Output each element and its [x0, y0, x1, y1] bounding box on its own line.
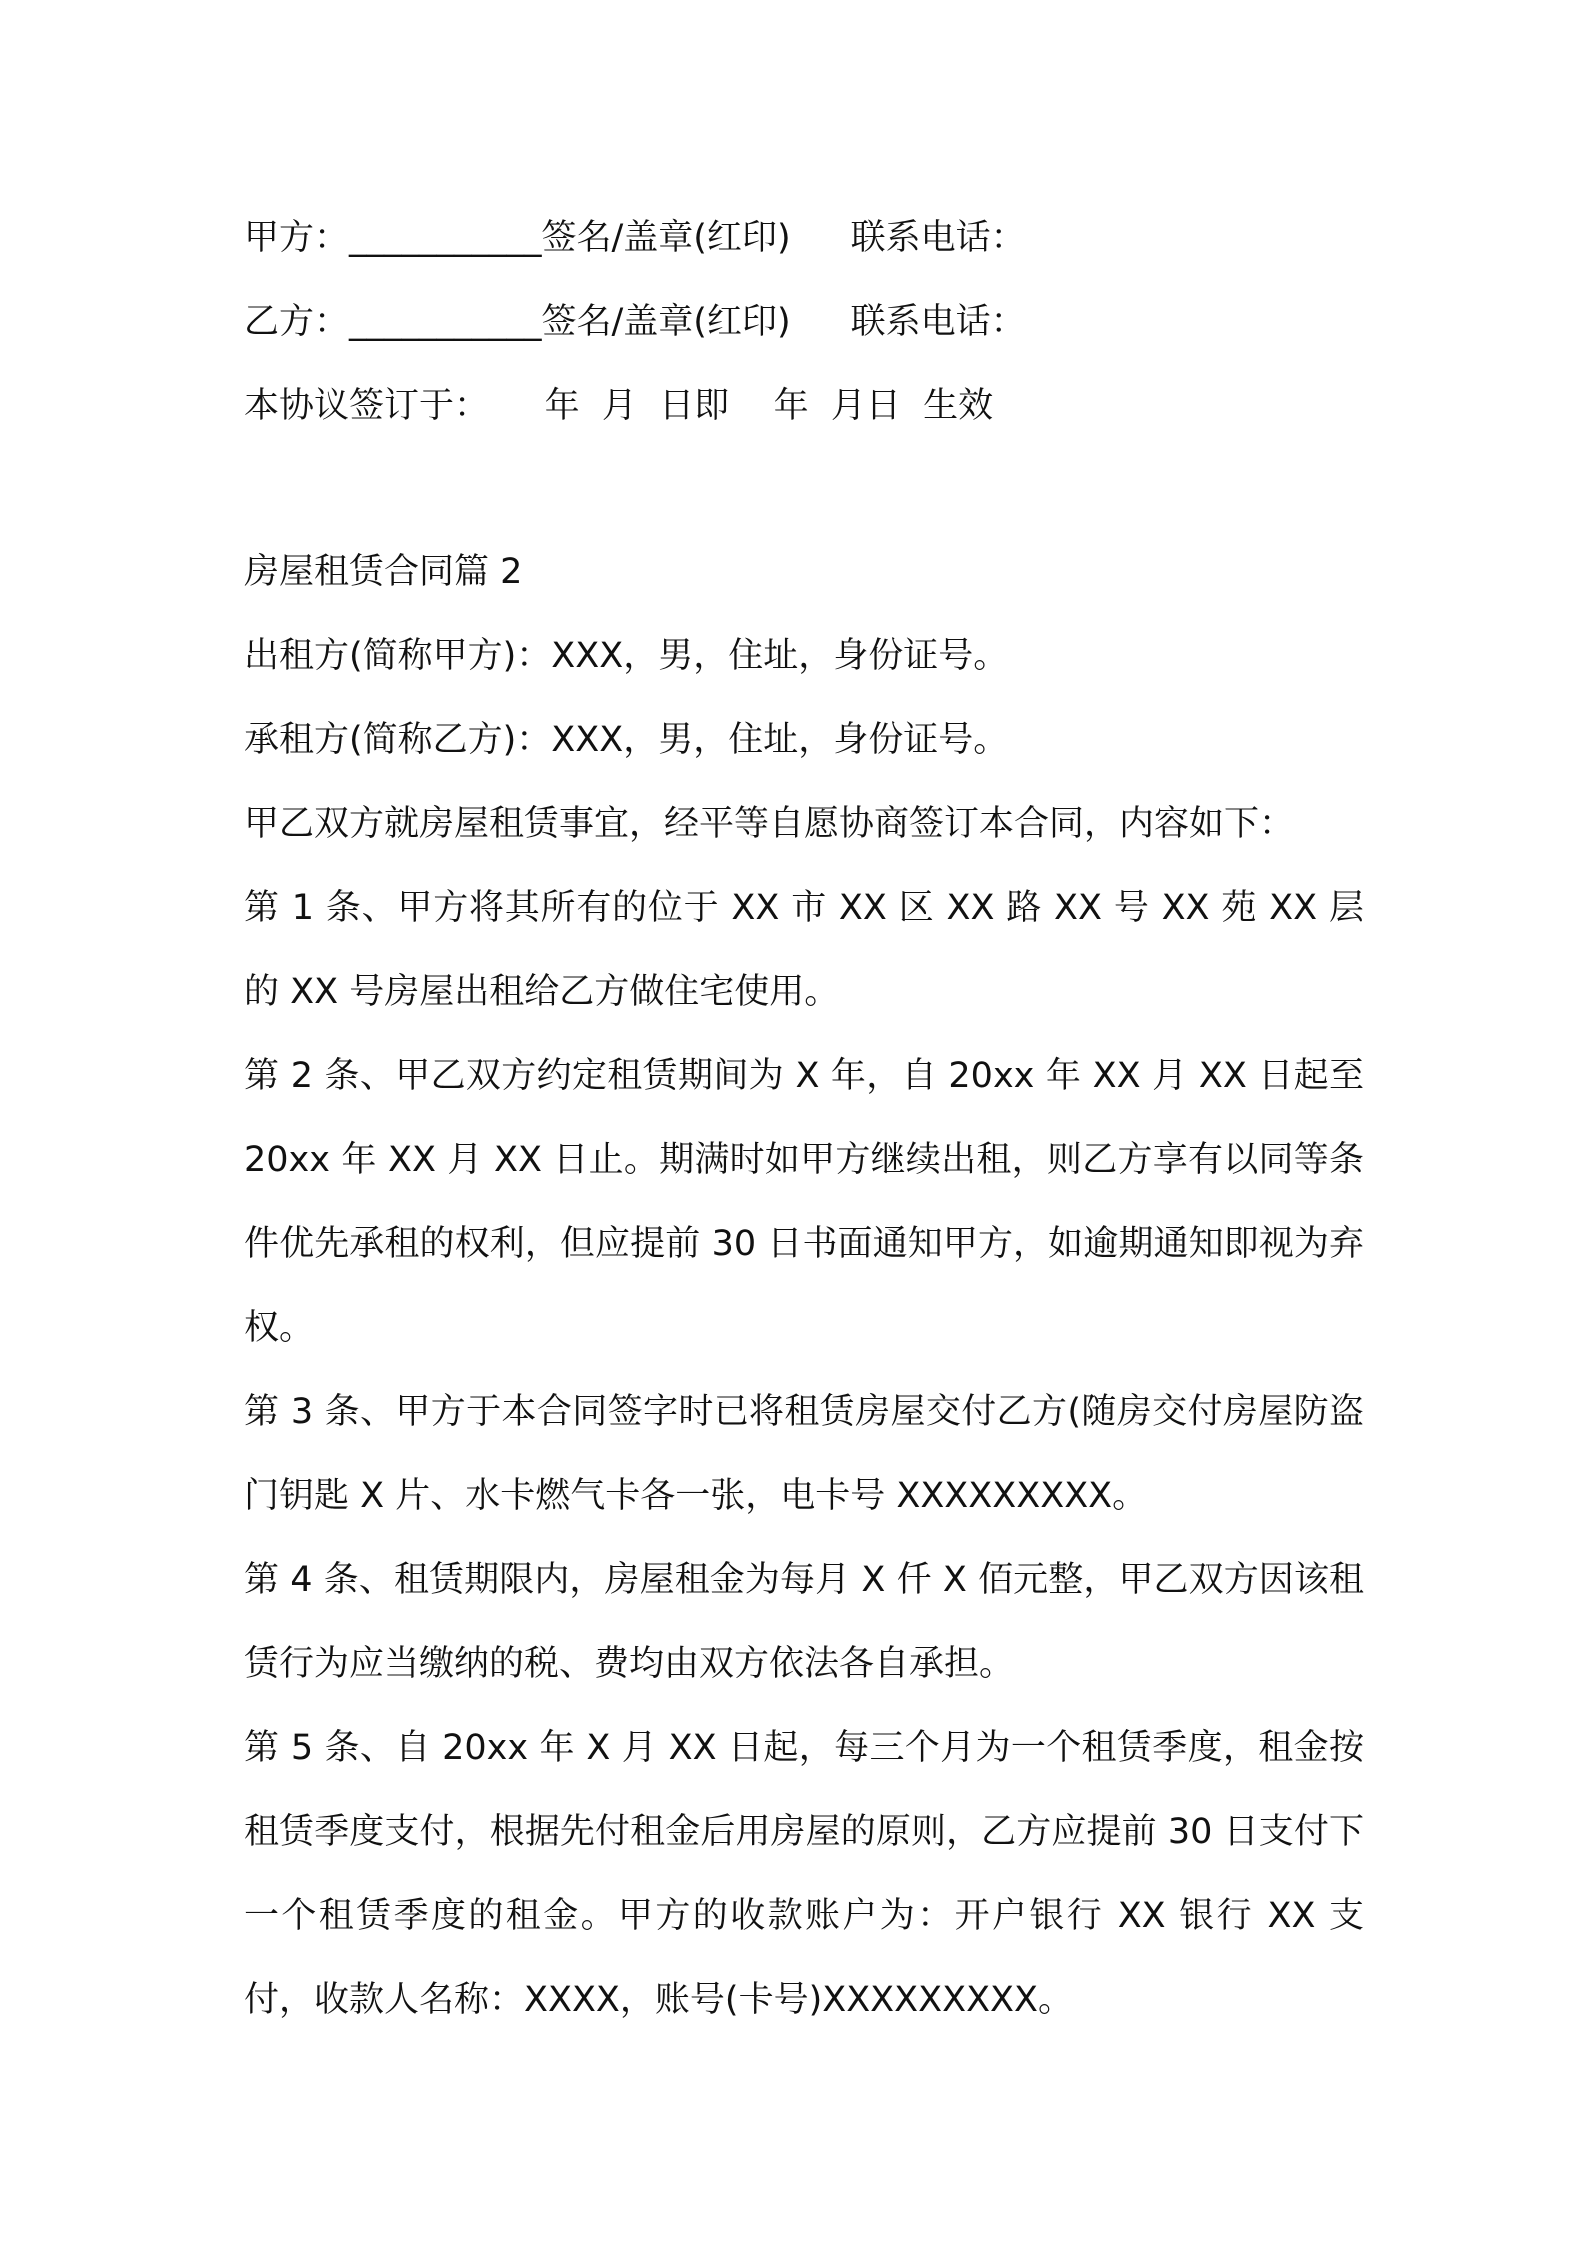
party-a-label: 甲方：	[244, 218, 350, 258]
section-title: 房屋租赁合同篇 2	[244, 552, 523, 592]
article-2: 第 2 条、甲乙双方约定租赁期间为 X 年，自 20xx 年 XX 月 XX 日起至 20xx 年 XX 月 XX 日止。期满时如甲方继续出租，则乙方享有以同等条件优先承租的权利，但应提前 30 日书面通知甲方，如逾期通知即视为弃权。	[244, 1056, 1364, 1348]
party-b-signature: ___________签名/盖章(红印)	[349, 302, 791, 342]
signing-date-line: 本协议签订于： 年 月 日即 年 月日 生效	[244, 386, 994, 426]
lessee-line: 承租方(简称乙方)：XXX，男，住址，身份证号。	[244, 720, 1009, 760]
intro-paragraph: 甲乙双方就房屋租赁事宜，经平等自愿协商签订本合同，内容如下：	[244, 804, 1295, 844]
signature-block	[244, 196, 1364, 448]
party-b-label: 乙方：	[244, 302, 350, 342]
contract-body	[244, 530, 1364, 2042]
party-b-phone-label: 联系电话：	[850, 302, 1026, 342]
article-1: 第 1 条、甲方将其所有的位于 XX 市 XX 区 XX 路 XX 号 XX 苑 XX 层的 XX 号房屋出租给乙方做住宅使用。	[244, 888, 1364, 1012]
article-4: 第 4 条、租赁期限内，房屋租金为每月 X 仟 X 佰元整，甲乙双方因该租赁行为应当缴纳的税、费均由双方依法各自承担。	[244, 1560, 1364, 1684]
article-3: 第 3 条、甲方于本合同签字时已将租赁房屋交付乙方(随房交付房屋防盗门钥匙 X 片、水卡燃气卡各一张，电卡号 XXXXXXXXX。	[244, 1392, 1364, 1516]
signature-line-party-a	[244, 196, 1364, 280]
signature-line-party-b	[244, 280, 1364, 364]
article-5: 第 5 条、自 20xx 年 X 月 XX 日起，每三个月为一个租赁季度，租金按租赁季度支付，根据先付租金后用房屋的原则，乙方应提前 30 日支付下一个租赁季度的租金。甲方的收款账户为：开户银行 XX 银行 XX 支付，收款人名称：XXXX，账号(卡号)XXXXXXXXX。	[244, 1728, 1364, 2020]
lessor-line: 出租方(简称甲方)：XXX，男，住址，身份证号。	[244, 636, 1009, 676]
party-a-phone-label: 联系电话：	[850, 218, 1026, 258]
party-a-signature: ___________签名/盖章(红印)	[349, 218, 791, 258]
